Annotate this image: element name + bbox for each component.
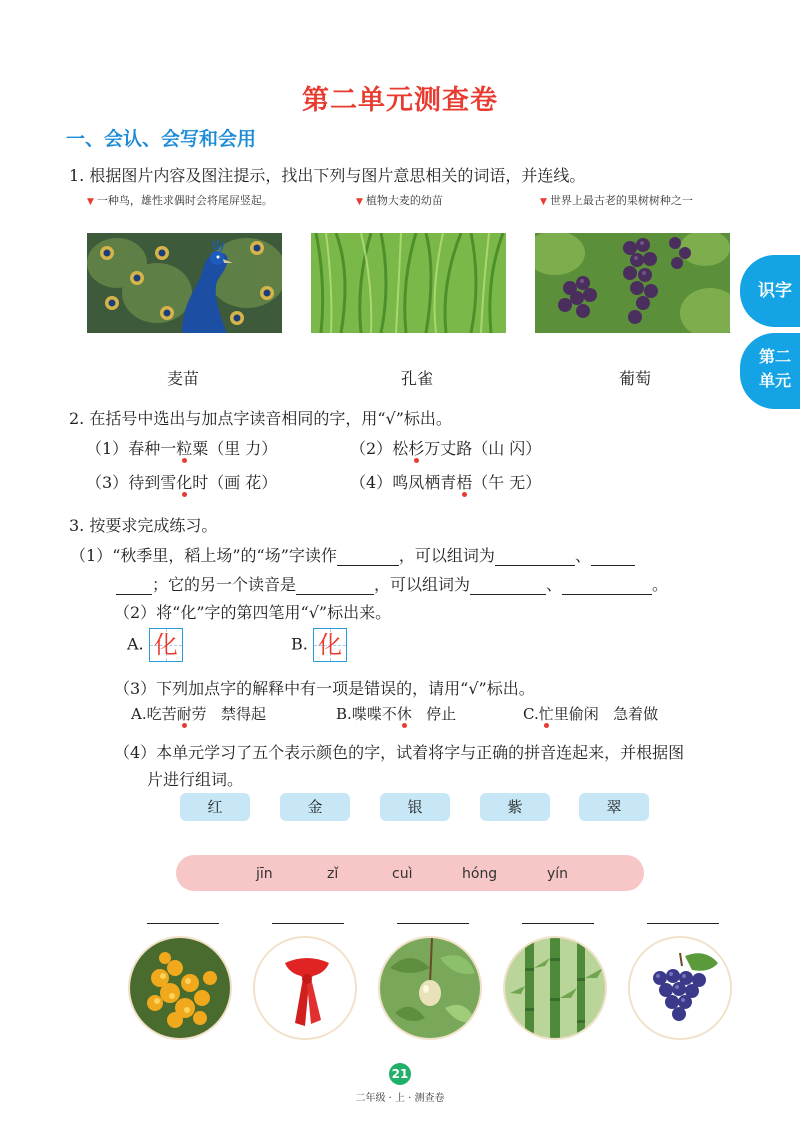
q3-part-4-line2: 片进行组词。 bbox=[147, 770, 244, 789]
q3-option-b[interactable]: B.喋喋不休 停止 bbox=[336, 705, 457, 723]
tab-unit-two-line1: 第二 bbox=[758, 347, 791, 366]
q2-item-2: （2）松杉万丈路（山 闪） bbox=[350, 439, 542, 458]
answer-line[interactable] bbox=[647, 923, 719, 924]
wheat-seedling-image bbox=[311, 233, 506, 333]
option-b-char-box[interactable]: B. 化 bbox=[291, 628, 347, 662]
word-wheat: 麦苗 bbox=[167, 369, 200, 388]
grapes-bunch-image bbox=[628, 936, 732, 1040]
pinyin-jin[interactable]: jīn bbox=[256, 866, 273, 882]
char-pill-hong[interactable]: 红 bbox=[180, 793, 250, 821]
triangle-marker-icon: ▼ bbox=[356, 197, 363, 207]
q3-part-4-line1: （4）本单元学习了五个表示颜色的字，试着将字与正确的拼音连起来，并根据图 bbox=[114, 743, 685, 762]
pinyin-yin[interactable]: yín bbox=[547, 866, 569, 882]
answer-blank[interactable] bbox=[296, 579, 374, 595]
q3-part-1-line2: ；它的另一个读音是 ，可以组词为 、 。 bbox=[116, 572, 668, 595]
peacock-image bbox=[87, 233, 282, 333]
answer-line[interactable] bbox=[147, 923, 219, 924]
caption-peacock: ▼ 一种鸟，雄性求偶时会将尾屏竖起。 bbox=[87, 194, 273, 207]
answer-line[interactable] bbox=[522, 923, 594, 924]
pinyin-cui[interactable]: cuì bbox=[392, 866, 413, 882]
word-grapes: 葡萄 bbox=[619, 369, 652, 388]
q3-option-a[interactable]: A.吃苦耐劳 禁得起 bbox=[131, 705, 266, 723]
word-peacock: 孔雀 bbox=[401, 369, 434, 388]
triangle-marker-icon: ▼ bbox=[540, 197, 547, 207]
osmanthus-image bbox=[128, 936, 232, 1040]
q3-part-1-line1: （1）“秋季里，稻上场”的“场”字读作 ，可以组词为 、 bbox=[70, 543, 635, 566]
pinyin-zi[interactable]: zǐ bbox=[327, 866, 339, 882]
q3-part-2: （2）将“化”字的第四笔用“√”标出来。 bbox=[114, 603, 392, 622]
caption-grapes: ▼ 世界上最古老的果树树种之一 bbox=[540, 194, 693, 207]
pinyin-hong[interactable]: hóng bbox=[462, 866, 498, 882]
q3-option-c[interactable]: C.忙里偷闲 急着做 bbox=[523, 705, 659, 723]
page-title: 第二单元测查卷 bbox=[302, 85, 498, 116]
question-2-prompt: 2. 在括号中选出与加点字读音相同的字，用“√”标出。 bbox=[69, 409, 452, 428]
answer-blank[interactable] bbox=[591, 550, 635, 566]
answer-line[interactable] bbox=[272, 923, 344, 924]
question-3-prompt: 3. 按要求完成练习。 bbox=[69, 516, 218, 535]
answer-blank[interactable] bbox=[495, 550, 575, 566]
footer-text: 二年级 · 上 · 测查卷 bbox=[355, 1093, 445, 1104]
red-scarf-image bbox=[253, 936, 357, 1040]
answer-blank[interactable] bbox=[562, 579, 652, 595]
q3-part-3: （3）下列加点字的解释中有一项是错误的，请用“√”标出。 bbox=[114, 679, 535, 698]
triangle-marker-icon: ▼ bbox=[87, 197, 94, 207]
char-pill-zi[interactable]: 紫 bbox=[480, 793, 550, 821]
section-heading: 一、会认、会写和会用 bbox=[66, 128, 257, 150]
char-pill-cui[interactable]: 翠 bbox=[579, 793, 649, 821]
answer-blank[interactable] bbox=[337, 550, 399, 566]
option-a-char-box[interactable]: A. 化 bbox=[127, 628, 183, 662]
tab-unit-two-line2: 单元 bbox=[758, 371, 791, 390]
tab-shizi[interactable]: 识字 bbox=[740, 255, 800, 327]
page-number: 21 bbox=[389, 1063, 411, 1085]
answer-blank[interactable] bbox=[470, 579, 546, 595]
char-pill-jin[interactable]: 金 bbox=[280, 793, 350, 821]
q2-item-4: （4）鸣凤栖青梧（午 无） bbox=[350, 473, 542, 492]
question-1-prompt: 1. 根据图片内容及图注提示，找出下列与图片意思相关的词语，并连线。 bbox=[69, 166, 586, 185]
caption-wheat: ▼ 植物大麦的幼苗 bbox=[356, 194, 443, 207]
answer-blank[interactable] bbox=[116, 579, 152, 595]
q2-item-1: （1）春种一粒粟（里 力） bbox=[86, 439, 278, 458]
answer-line[interactable] bbox=[397, 923, 469, 924]
bamboo-image bbox=[503, 936, 607, 1040]
tab-unit-two[interactable] bbox=[740, 333, 800, 409]
grapes-image bbox=[535, 233, 730, 333]
char-pill-yin[interactable]: 银 bbox=[380, 793, 450, 821]
ginkgo-image bbox=[378, 936, 482, 1040]
q2-item-3: （3）待到雪化时（画 花） bbox=[86, 473, 278, 492]
